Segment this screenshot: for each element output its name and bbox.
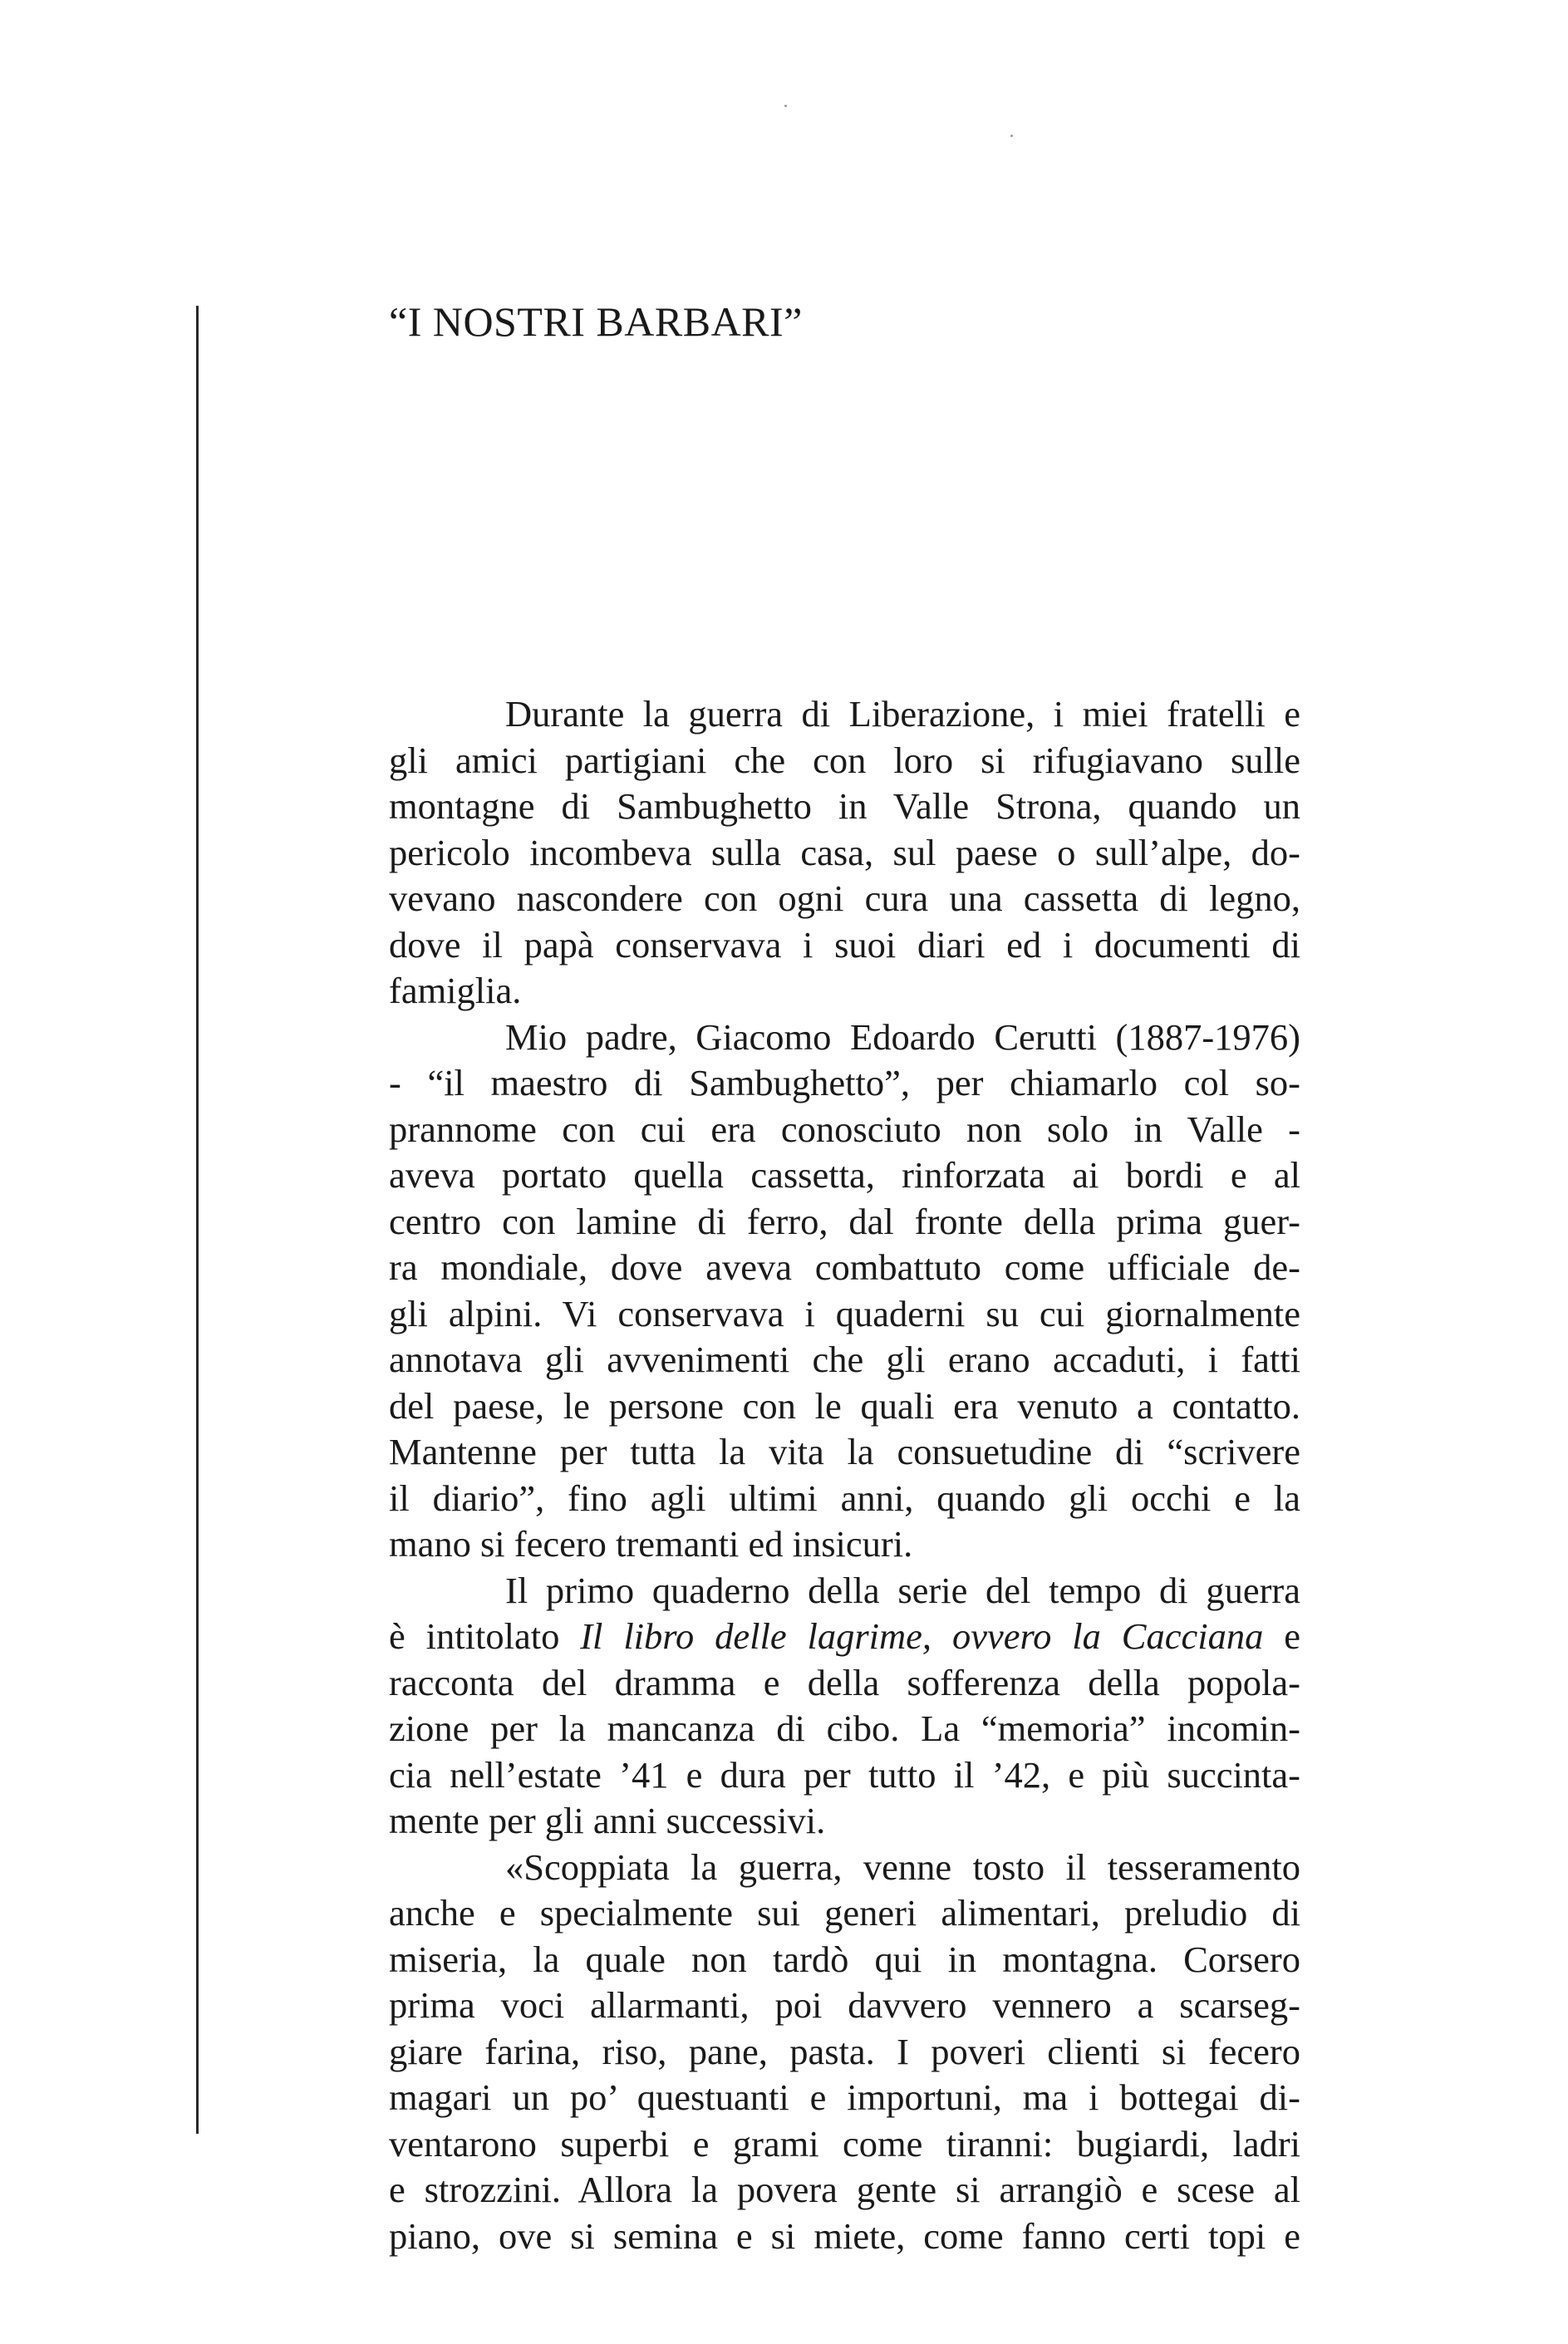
paragraph-1 xyxy=(389,691,1300,1015)
text-line: famiglia. xyxy=(389,970,522,1011)
scan-speck xyxy=(784,105,787,107)
text-line: del paese, le persone con le quali era venuto a contatto. xyxy=(389,1384,1300,1427)
text-line: vevano nascondere con ogni cura una cassetta di legno, xyxy=(389,877,1300,919)
body-text xyxy=(389,691,1300,2259)
book-title-italic: Il libro delle lagrime, ovvero la Cacciana xyxy=(580,1615,1264,1657)
chapter-title: “I NOSTRI BARBARI” xyxy=(389,298,803,345)
text-line: Mio padre, Giacomo Edoardo Cerutti (1887-1976) xyxy=(505,1015,1300,1058)
text-line: anche e specialmente sui generi alimentari, preludio di xyxy=(389,1892,1300,1934)
text-line: «Scoppiata la guerra, venne tosto il tesseramento xyxy=(505,1845,1300,1888)
text-line: mente per gli anni successivi. xyxy=(389,1800,826,1841)
text-line: zione per la mancanza di cibo. La “memoria” incomin- xyxy=(389,1708,1300,1749)
text-line: pericolo incombeva sulla casa, sul paese o sull’alpe, do- xyxy=(389,831,1300,873)
text-line: gli amici partigiani che con loro si rifugiavano sulle xyxy=(389,739,1300,781)
text-line: aveva portato quella cassetta, rinforzata ai bordi e al xyxy=(389,1154,1300,1196)
text-line: prannome con cui era conosciuto non solo in Valle - xyxy=(389,1108,1300,1150)
paragraph-2 xyxy=(389,1015,1300,1568)
text-line: miseria, la quale non tardò qui in montagna. Corsero xyxy=(389,1938,1300,1980)
text-line: mano si fecero tremanti ed insicuri. xyxy=(389,1523,913,1565)
text-line: il diario”, fino agli ultimi anni, quando gli occhi e la xyxy=(389,1477,1300,1519)
text-line xyxy=(389,1614,1300,1660)
text-line: Durante la guerra di Liberazione, i miei fratelli e xyxy=(505,693,1300,735)
text-line: cia nell’estate ’41 e dura per tutto il ’42, e più succinta- xyxy=(389,1753,1300,1796)
text-run: è intitolato xyxy=(389,1615,581,1657)
text-run: e xyxy=(1263,1615,1300,1657)
text-line: e strozzini. Allora la povera gente si arrangiò e scese al xyxy=(389,2169,1300,2210)
text-line: ventarono superbi e grami come tiranni: bugiardi, ladri xyxy=(389,2122,1300,2165)
text-line: montagne di Sambughetto in Valle Strona, quando un xyxy=(389,785,1300,827)
text-line: Mantenne per tutta la vita la consuetudine di “scrivere xyxy=(389,1431,1300,1472)
margin-rule xyxy=(196,306,199,2134)
text-line: magari un po’ questuanti e importuni, ma i bottegai di- xyxy=(389,2076,1300,2118)
scan-speck xyxy=(1010,135,1013,137)
text-line: prima voci allarmanti, poi davvero vennero a scarseg- xyxy=(389,1984,1300,2026)
text-line: gli alpini. Vi conservava i quaderni su cui giornalmente xyxy=(389,1292,1300,1334)
text-line: annotava gli avvenimenti che gli erano accaduti, i fatti xyxy=(389,1339,1300,1380)
paragraph-3 xyxy=(389,1568,1300,1845)
text-line: giare farina, riso, pane, pasta. I poveri clienti si fecero xyxy=(389,2030,1300,2072)
text-line: - “il maestro di Sambughetto”, per chiamarlo col so- xyxy=(389,1062,1300,1103)
text-line: piano, ove si semina e si miete, come fanno certi topi e xyxy=(389,2214,1300,2257)
text-line: dove il papà conservava i suoi diari ed i documenti di xyxy=(389,923,1300,966)
text-line: Il primo quaderno della serie del tempo di guerra xyxy=(505,1569,1300,1611)
text-line: ra mondiale, dove aveva combattuto come ufficiale de- xyxy=(389,1246,1300,1288)
text-line: centro con lamine di ferro, dal fronte della prima guer- xyxy=(389,1200,1300,1242)
paragraph-4 xyxy=(389,1845,1300,2260)
text-line: racconta del dramma e della sofferenza della popola- xyxy=(389,1661,1300,1703)
